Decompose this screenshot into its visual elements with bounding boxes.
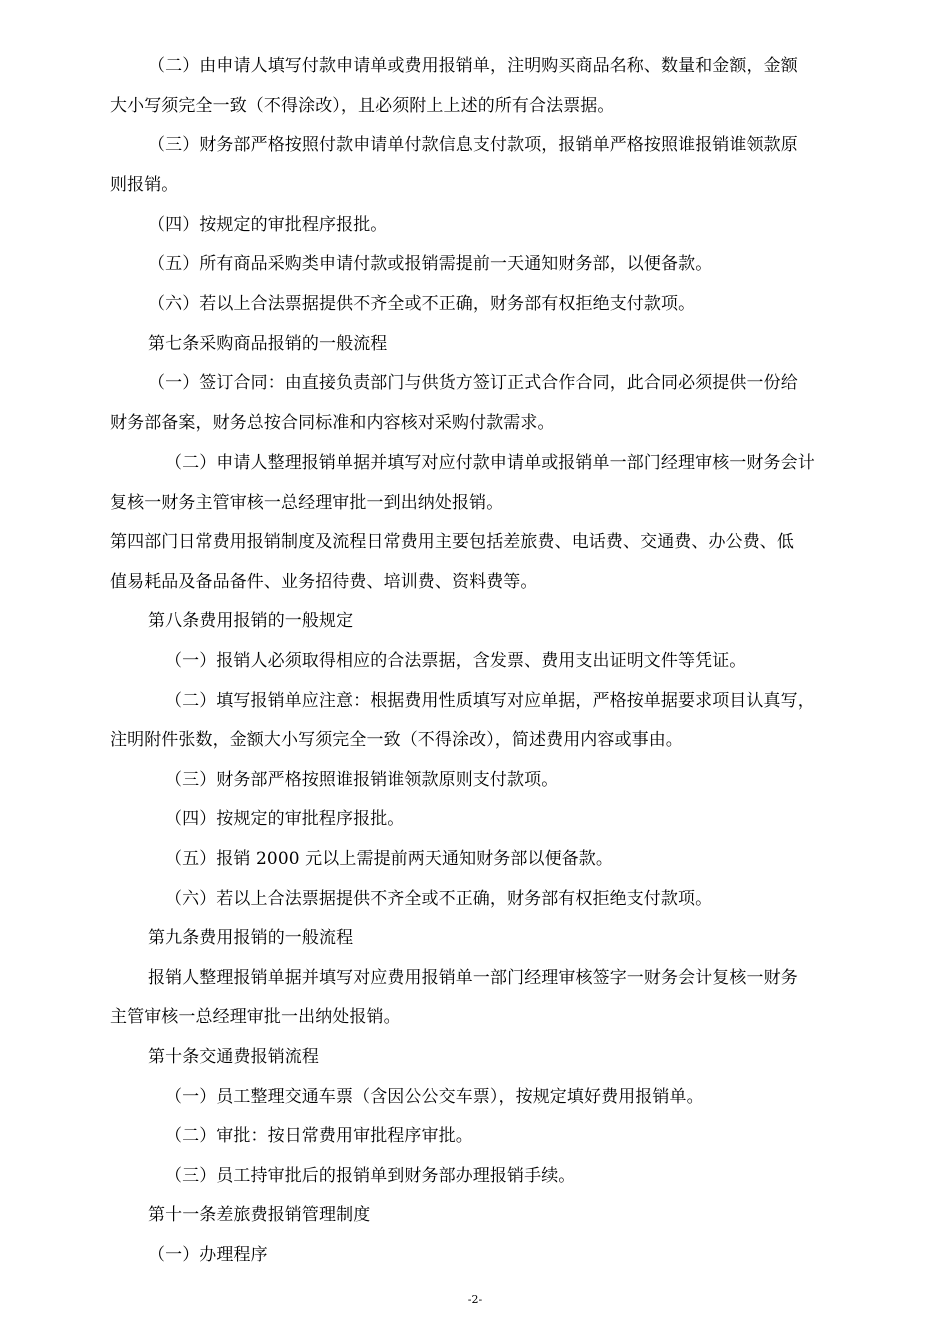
section-heading: 第十条交通费报销流程 (148, 1047, 319, 1067)
text-line: （五）报销 2000 元以上需提前两天通知财务部以便备款。 (165, 849, 613, 869)
text-line: （六）若以上合法票据提供不齐全或不正确，财务部有权拒绝支付款项。 (165, 889, 713, 909)
text-line: 复核一财务主管审核一总经理审批一到出纳处报销。 (110, 493, 504, 513)
text-line: 大小写须完全一致（不得涂改），且必须附上上述的所有合法票据。 (110, 96, 615, 116)
text-line: （一）签订合同：由直接负责部门与供货方签订正式合作合同，此合同必须提供一份给 (148, 373, 798, 393)
text-line: （二）审批：按日常费用审批程序审批。 (165, 1126, 473, 1146)
section-heading: 第十一条差旅费报销管理制度 (148, 1205, 371, 1225)
text-line: 报销人整理报销单据并填写对应费用报销单一部门经理审核签字一财务会计复核一财务 (148, 968, 798, 988)
text-line: （二）申请人整理报销单据并填写对应付款申请单或报销单一部门经理审核一财务会计 (165, 453, 815, 473)
text-line: （三）财务部严格按照谁报销谁领款原则支付款项。 (165, 770, 559, 790)
section-heading: 第九条费用报销的一般流程 (148, 928, 354, 948)
text-line: （一）员工整理交通车票（含因公公交车票），按规定填好费用报销单。 (165, 1087, 704, 1107)
section-heading: 第七条采购商品报销的一般流程 (148, 334, 388, 354)
text-line: 主管审核一总经理审批一出纳处报销。 (110, 1007, 401, 1027)
text-line: （三）财务部严格按照付款申请单付款信息支付款项，报销单严格按照谁报销谁领款原 (148, 135, 798, 155)
section-heading: 第八条费用报销的一般规定 (148, 611, 354, 631)
text-line: （四）按规定的审批程序报批。 (148, 215, 388, 235)
section-heading: 第四部门日常费用报销制度及流程日常费用主要包括差旅费、电话费、交通费、办公费、低 (110, 532, 794, 552)
text-line: 值易耗品及备品备件、业务招待费、培训费、资料费等。 (110, 572, 538, 592)
text-line: （五）所有商品采购类申请付款或报销需提前一天通知财务部，以便备款。 (148, 254, 713, 274)
text-line: （一）办理程序 (148, 1245, 268, 1265)
text-line: （四）按规定的审批程序报批。 (165, 809, 405, 829)
page-number: -2- (467, 1293, 483, 1306)
text-line: （三）员工持审批后的报销单到财务部办理报销手续。 (165, 1166, 576, 1186)
text-line: 则报销。 (110, 175, 179, 195)
text-line: （二）由申请人填写付款申请单或费用报销单，注明购买商品名称、数量和金额，金额 (148, 56, 798, 76)
text-line: （二）填写报销单应注意：根据费用性质填写对应单据，严格按单据要求项目认真写， (165, 691, 815, 711)
text-line: 财务部备案，财务总按合同标准和内容核对采购付款需求。 (110, 413, 555, 433)
text-line: 注明附件张数，金额大小写须完全一致（不得涂改），简述费用内容或事由。 (110, 730, 683, 750)
text-line: （六）若以上合法票据提供不齐全或不正确，财务部有权拒绝支付款项。 (148, 294, 696, 314)
text-line: （一）报销人必须取得相应的合法票据，含发票、费用支出证明文件等凭证。 (165, 651, 747, 671)
